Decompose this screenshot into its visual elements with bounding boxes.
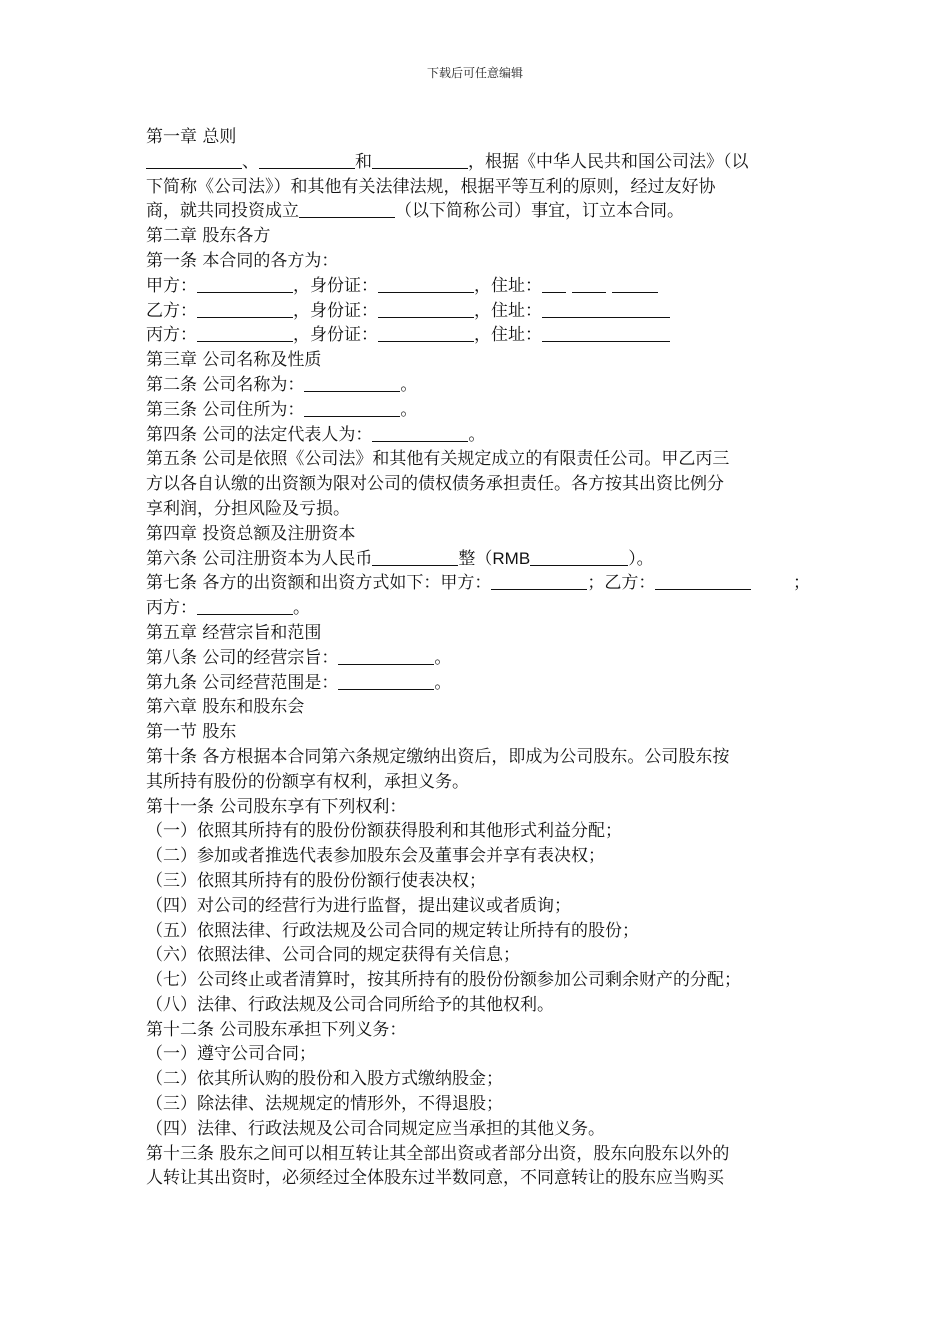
paragraph-line: 丙方： 。: [146, 598, 310, 619]
list-item: （五）依照法律、行政法规及公司合同的规定转让所持有的股份；: [146, 920, 639, 941]
fill-blank[interactable]: [304, 398, 400, 417]
list-item: （二）依其所认购的股份和入股方式缴纳股金；: [146, 1069, 503, 1090]
party-line: 丙方： ，身份证： ，住址：: [146, 323, 810, 348]
list-item: （七）公司终止或者清算时，按其所持有的股份份额参加公司剩余财产的分配；: [146, 970, 741, 991]
fill-blank[interactable]: [530, 547, 628, 566]
chapter-heading: 第四章 投资总额及注册资本: [146, 523, 356, 544]
fill-blank[interactable]: [572, 274, 606, 293]
paragraph-line: 商，就共同投资成立 （以下简称公司）事宜，订立本合同。: [146, 201, 684, 222]
fill-blank[interactable]: [197, 274, 293, 293]
list-item: （一）遵守公司合同；: [146, 1044, 316, 1065]
paragraph-line: 人转让其出资时，必须经过全体股东过半数同意，不同意转让的股东应当购买: [146, 1168, 724, 1189]
fill-blank[interactable]: [655, 571, 751, 590]
fill-blank[interactable]: [197, 596, 293, 615]
fill-blank[interactable]: [338, 646, 434, 665]
list-item: （四）法律、行政法规及公司合同规定应当承担的其他义务。: [146, 1118, 605, 1139]
fill-blank[interactable]: [197, 299, 293, 318]
paragraph-line: 方以各自认缴的出资额为限对公司的债权债务承担责任。各方按其出资比例分: [146, 474, 724, 495]
chapter-heading: 第五章 经营宗旨和范围: [146, 622, 322, 643]
fill-blank[interactable]: [299, 199, 395, 218]
list-item: （二）参加或者推选代表参加股东会及董事会并享有表决权；: [146, 846, 605, 867]
paragraph-line: 下简称《公司法》）和其他有关法律法规，根据平等互利的原则，经过友好协: [146, 176, 716, 197]
section-heading: 第一节 股东: [146, 722, 237, 743]
list-item: （一）依照其所持有的股份份额获得股利和其他形式利益分配；: [146, 821, 622, 842]
chapter-heading: 第一章 总则: [146, 127, 237, 147]
list-item: （四）对公司的经营行为进行监督，提出建议或者质询；: [146, 895, 571, 916]
chapter-heading: 第三章 公司名称及性质: [146, 350, 322, 371]
article-line: 第六条 公司注册资本为人民币 整（RMB ）。: [146, 548, 654, 569]
article-line: 第三条 公司住所为： 。: [146, 399, 418, 420]
list-item: （六）依照法律、公司合同的规定获得有关信息；: [146, 945, 520, 966]
fill-blank[interactable]: [197, 323, 293, 342]
fill-blank[interactable]: [378, 299, 474, 318]
paragraph-line: 其所持有股份的份额享有权利，承担义务。: [146, 771, 469, 792]
fill-blank[interactable]: [612, 274, 658, 293]
contract-body: [146, 125, 810, 1191]
fill-blank[interactable]: [259, 150, 355, 169]
fill-blank[interactable]: [542, 274, 566, 293]
article-line: 第七条 各方的出资额和出资方式如下：甲方： ；乙方： ；: [146, 573, 810, 594]
fill-blank[interactable]: [542, 299, 670, 318]
fill-blank[interactable]: [304, 373, 400, 392]
list-item: （三）除法律、法规规定的情形外，不得退股；: [146, 1094, 503, 1115]
fill-blank[interactable]: [372, 547, 458, 566]
article-line: 第二条 公司名称为： 。: [146, 374, 418, 395]
article-line: 第一条 本合同的各方为：: [146, 250, 339, 271]
fill-blank[interactable]: [372, 423, 468, 442]
article-line: 第十条 各方根据本合同第六条规定缴纳出资后，即成为公司股东。公司股东按: [146, 746, 730, 767]
paragraph-line: 享利润，分担风险及亏损。: [146, 498, 350, 519]
article-line: 第十二条 公司股东承担下列义务：: [146, 1019, 407, 1040]
list-item: （八）法律、行政法规及公司合同所给予的其他权利。: [146, 994, 554, 1015]
chapter-heading: 第六章 股东和股东会: [146, 697, 305, 718]
page-header: 下载后可任意编辑: [426, 66, 523, 80]
fill-blank[interactable]: [372, 150, 468, 169]
article-line: 第八条 公司的经营宗旨： 。: [146, 647, 452, 668]
fill-blank[interactable]: [378, 274, 474, 293]
paragraph-line: 、 和 ，根据《中华人民共和国公司法》（以: [146, 150, 810, 175]
fill-blank[interactable]: [378, 323, 474, 342]
article-line: 第四条 公司的法定代表人为： 。: [146, 424, 486, 445]
fill-blank[interactable]: [146, 150, 242, 169]
article-line: 第九条 公司经营范围是： 。: [146, 672, 452, 693]
party-line: 乙方： ，身份证： ，住址：: [146, 299, 810, 324]
fill-blank[interactable]: [338, 671, 434, 690]
fill-blank[interactable]: [542, 323, 670, 342]
article-line: 第五条 公司是依照《公司法》和其他有关规定成立的有限责任公司。甲乙丙三: [146, 449, 730, 470]
party-line: 甲方： ，身份证： ，住址：: [146, 274, 810, 299]
chapter-heading: 第二章 股东各方: [146, 226, 271, 247]
fill-blank[interactable]: [491, 571, 587, 590]
article-line: 第十一条 公司股东享有下列权利：: [146, 796, 407, 817]
list-item: （三）依照其所持有的股份份额行使表决权；: [146, 870, 486, 891]
article-line: 第十三条 股东之间可以相互转让其全部出资或者部分出资，股东向股东以外的: [146, 1143, 730, 1164]
